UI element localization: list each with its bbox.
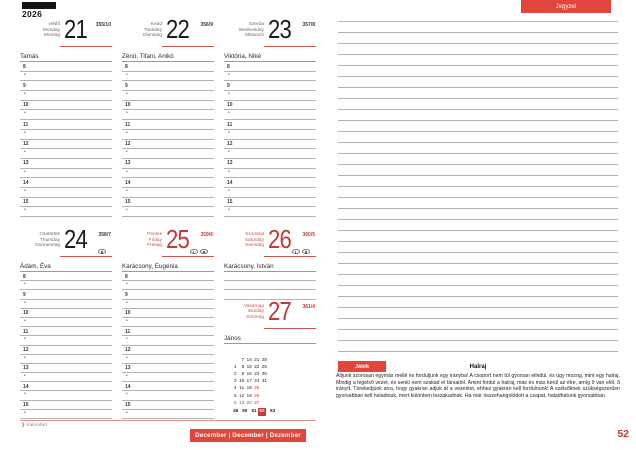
mini-calendar-day: 12 [239,392,245,398]
note-line [338,99,618,110]
mini-calendar-day: 6 [234,399,237,405]
hour-label: 11 [125,121,131,128]
note-line [338,209,618,220]
hour-label: 15 [23,199,29,206]
note-line [338,286,618,297]
note-line [338,33,618,44]
notes-lines [338,11,618,352]
mini-calendar-day: 18 [246,385,252,391]
note-line [338,187,618,198]
note-line [338,110,618,121]
mini-calendar-day: 9 [241,370,245,376]
hour-label: 13 [227,160,233,167]
game-badge: Játék [338,361,386,372]
day-name-label: Mittwoch [245,33,264,39]
hour-label: 9 [227,82,230,89]
day-name-label: Tuesday [143,27,162,33]
note-line [338,22,618,33]
note-line [338,132,618,143]
hour-label: 15 [23,402,29,409]
nameday-line: Tamás [20,50,112,62]
mini-calendar-day: 15 [246,363,252,369]
mini-calendar-day: 1 [234,363,237,369]
hour-label: 10 [125,310,131,317]
day-name-label: Péntek [147,232,162,237]
hour-label: 8 [23,63,26,70]
mini-calendar-day: 2 [234,370,237,376]
note-line [338,220,618,231]
game-description: Álljunk szorosan egymás mellé és forduljunk egy irányba! A csoport nem túl gyorsan elindul, és úgy mozog, mint egy halraj. Mindig a legelső vezet, és senki nem szakad el társaitól. Amint fordul a halraj, más és más kerül az élre, amíg ő van elöl, ő irányít. Törekedjünk arra, hogy gyakran adjuk át a vezetést, ehhez gyakran kell fordulnunk! A szélsőknek szükségszerűen gyorsabban kell haladniuk, mert különben leszakadnak. Ha már összehangolódott a csapat, haladhatunk gyorsabban. [336,373,620,399]
day-number: 24 [64,224,87,254]
note-line [338,66,618,77]
half-hour-dot: • [126,71,128,78]
mini-calendar-day: 30 [261,370,267,376]
half-hour-dot: • [126,299,128,306]
day-name-label: Samstag [245,243,264,249]
mini-calendar-day: 28 [261,356,267,362]
hour-label: 13 [125,365,131,372]
half-hour-dot: • [24,373,26,380]
half-hour-dot: • [24,317,26,324]
day-name-label: Sonntag [246,314,264,320]
day-number: 27 [268,295,291,326]
half-hour-dot: • [126,354,128,361]
hour-label: 13 [125,160,131,167]
note-line [338,308,618,319]
hour-label: 12 [23,347,29,353]
hour-label: 10 [23,102,29,109]
day-number: 23 [268,14,291,44]
mini-calendar-day: 22 [254,363,260,369]
half-hour-dot: • [126,149,128,156]
half-hour-dot: • [24,149,26,156]
note-line [338,242,618,253]
mini-calendar-day: 4 [234,385,237,391]
half-hour-dot: • [228,129,230,136]
day-of-year-counter: 360/5 [302,232,315,238]
hour-label: 15 [125,402,131,409]
hour-label: 14 [23,179,29,186]
week-number: 51 [251,407,257,413]
half-hour-dot: • [24,391,26,398]
mini-calendar-day: 16 [246,370,252,376]
day-name-label: Wednesday [238,27,264,33]
hour-label: 11 [227,121,233,128]
note-line [338,319,618,330]
half-hour-dot: • [24,168,26,175]
day-number: 26 [268,224,291,254]
half-hour-dot: • [228,168,230,175]
half-hour-dot: • [24,281,26,288]
nameday-line: Zénó, Tifani, Anikó [122,50,214,62]
hour-label: 9 [23,82,26,89]
note-line [338,143,618,154]
hour-label: 12 [125,141,131,147]
note-line [338,253,618,264]
half-hour-dot: • [24,207,26,214]
day-name-label: Dienstag [143,33,162,39]
hour-label: 12 [23,141,29,147]
day-name-label: Monday [42,27,60,33]
note-line [338,165,618,176]
note-line [338,297,618,308]
mini-calendar-day: 24 [254,378,260,384]
hour-label: 13 [23,160,29,167]
mini-calendar-day: 14 [246,356,252,362]
note-line [338,44,618,55]
year-label: 2026 [22,9,43,19]
hour-label: 14 [23,383,29,390]
hour-label: 11 [23,328,29,335]
half-hour-dot: • [126,110,128,117]
mini-calendar-day: 8 [241,363,245,369]
half-hour-dot: • [126,168,128,175]
note-line [338,77,618,88]
half-hour-dot: • [228,91,230,98]
day-of-year-counter: 357/8 [302,22,315,28]
half-hour-dot: • [126,187,128,194]
game-section [336,361,620,399]
half-hour-dot: • [228,149,230,156]
half-hour-dot: • [126,317,128,324]
hour-label: 11 [23,121,29,128]
day-name-label: Szerda [248,22,264,27]
half-hour-dot: • [228,71,230,78]
note-line [338,55,618,66]
mini-calendar-day: 19 [246,392,252,398]
note-line [338,341,618,352]
half-hour-dot: • [126,336,128,343]
hour-label: 14 [125,179,131,186]
mini-calendar-day: 23 [254,370,260,376]
hour-label: 13 [23,365,29,372]
half-hour-dot: • [126,373,128,380]
day-name-label: Hétfő [48,22,60,27]
half-hour-dot: • [24,71,26,78]
notes-tab: Jegyzet [521,0,611,13]
half-hour-dot: • [24,409,26,416]
hour-label: 10 [227,102,233,109]
day-of-year-counter: 355/10 [95,22,111,28]
hour-label: 8 [23,273,26,280]
mini-calendar-day: 7 [241,356,245,362]
day-of-year-counter: 361/4 [302,303,315,310]
mini-calendar-day: 21 [254,356,260,362]
hour-label: 9 [23,291,26,298]
day-number: 22 [166,14,189,44]
week-number: 52 [258,408,266,416]
half-hour-dot: • [126,91,128,98]
game-title: Halraj [469,364,487,370]
mini-calendar-day: 17 [246,378,252,384]
nameday-line: János [224,332,316,344]
week-number: 53 [270,407,276,413]
day-name-label: Donnerstag [35,243,60,249]
day-of-year-counter: 358/7 [98,232,111,238]
mini-calendar-day: 13 [239,399,245,405]
day-number: 25 [166,224,189,254]
hour-label: 11 [125,328,131,335]
note-line [338,231,618,242]
mini-calendar-day: 20 [246,399,252,405]
hour-label: 14 [125,383,131,390]
nameday-line: Karácsony, István [224,260,316,272]
nameday-line: Ádám, Éva [20,260,112,272]
note-line [338,176,618,187]
half-hour-dot: • [126,281,128,288]
day-name-label: Freitag [147,243,162,249]
mini-calendar-day: 5 [234,392,237,398]
hour-label: 9 [125,291,128,298]
note-line [338,121,618,132]
month-footer-bar: December | December | Dezember [190,429,306,442]
note-line [338,154,618,165]
hour-label: 8 [125,63,128,70]
note-line [338,330,618,341]
logo-icon: ❯ [21,423,26,428]
day-name-label: Friday [148,237,162,243]
hour-label: 8 [125,273,128,280]
day-of-year-counter: 356/9 [200,22,213,28]
half-hour-dot: • [24,110,26,117]
mini-calendar-day: 31 [261,378,267,384]
half-hour-dot: • [126,129,128,136]
day-name-label: Saturday [244,237,264,243]
half-hour-dot: • [126,207,128,214]
hour-label: 10 [23,310,29,317]
half-hour-dot: • [24,336,26,343]
hour-label: 15 [227,199,233,206]
half-hour-dot: • [228,207,230,214]
day-name-label: Csütörtök [39,232,60,237]
note-line [338,264,618,275]
mini-calendar-day: 27 [254,399,260,405]
mini-calendar-day: 25 [254,385,260,391]
hour-label: 12 [125,347,131,353]
mini-calendar-day: 10 [239,378,245,384]
mini-calendar-day: 29 [261,363,267,369]
note-line [338,88,618,99]
half-hour-dot: • [24,354,26,361]
half-hour-dot: • [24,299,26,306]
note-line [338,11,618,22]
half-hour-dot: • [228,110,230,117]
week-number: 50 [242,407,248,413]
day-name-label: Szombat [245,232,264,237]
day-name-label: Kedd [150,22,162,27]
half-hour-dot: • [24,129,26,136]
week-number: 49 [233,407,239,413]
hour-label: 15 [125,199,131,206]
nameday-line: Viktória, Niké [224,50,316,62]
half-hour-dot: • [24,91,26,98]
hour-label: 14 [227,179,233,186]
mini-calendar-day: 3 [234,378,237,384]
note-line [338,198,618,209]
logo-text: Kalendart [26,423,47,428]
mini-calendar-day: 26 [254,392,260,398]
hour-label: 12 [227,141,233,147]
mini-calendar-day: 11 [239,385,245,391]
hour-label: 8 [227,63,230,70]
half-hour-dot: • [228,187,230,194]
day-number: 21 [64,14,87,44]
hour-label: 10 [125,102,131,109]
half-hour-dot: • [24,187,26,194]
half-hour-dot: • [126,391,128,398]
day-name-label: Vasárnap [243,303,264,309]
hour-label: 9 [125,82,128,89]
day-name-label: Sunday [247,309,264,315]
half-hour-dot: • [126,409,128,416]
page-number: 52 [617,428,629,440]
day-name-label: Montag [44,33,60,39]
note-line [338,275,618,286]
day-name-label: Thursday [40,237,60,243]
day-of-year-counter: 359/6 [200,232,213,238]
nameday-line: Karácsony, Eugénia [122,260,214,272]
